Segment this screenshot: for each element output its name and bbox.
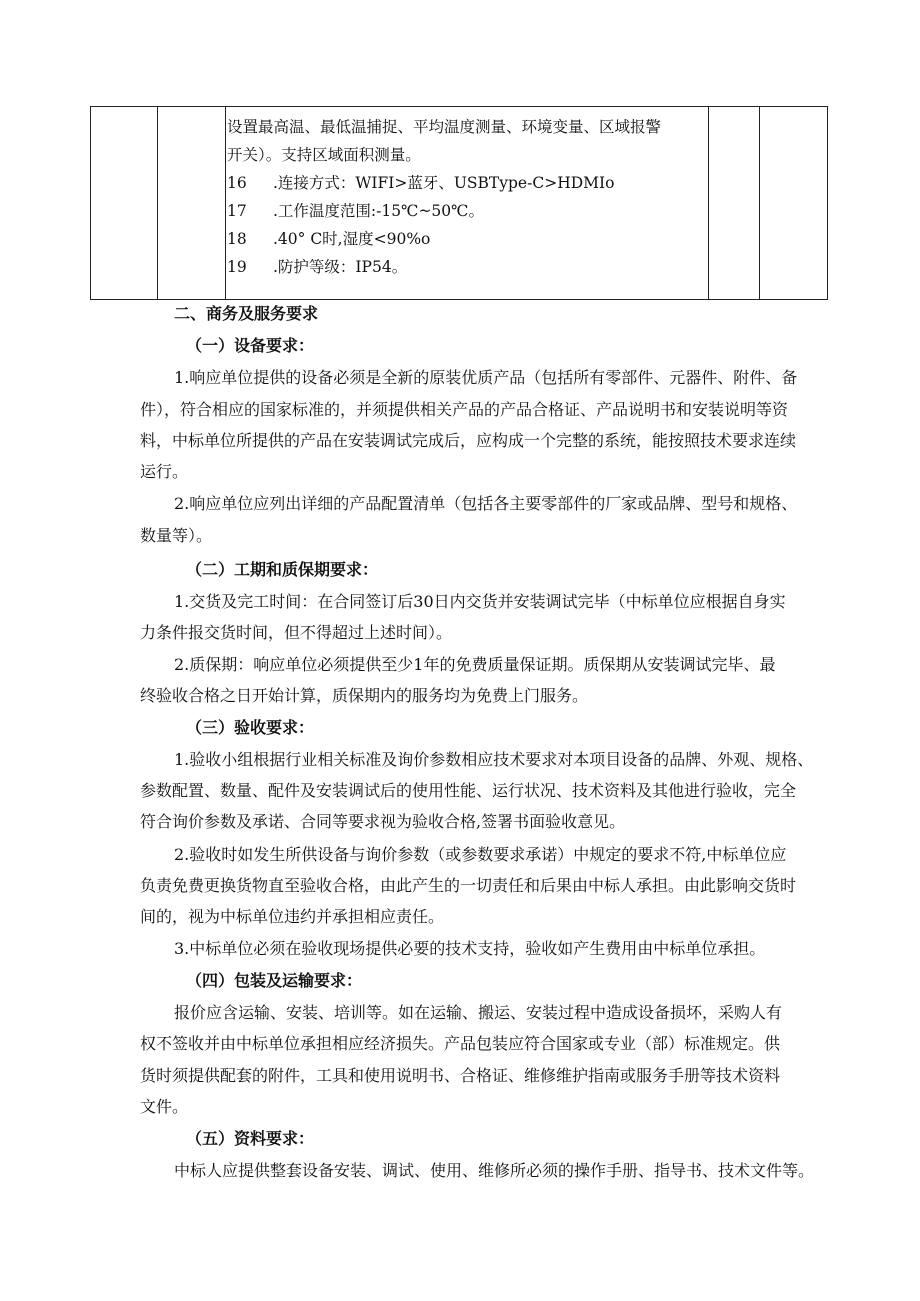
subsection-heading: （五）资料要求：	[186, 1129, 315, 1148]
paragraph-line: 力条件报交货时间，但不得超过上述时间）。	[140, 623, 453, 642]
spec-item-text: .40° C时,湿度<90%o	[273, 230, 431, 248]
spec-line: 设置最高温、最低温捕捉、平均温度测量、环境变量、区域报警	[227, 118, 662, 136]
spec-item-text: .工作温度范围:-15℃~50℃。	[273, 202, 484, 220]
subsection-heading: （二）工期和质保期要求：	[186, 560, 379, 579]
spec-item-text: .连接方式：WIFI>蓝牙、USBType-C>HDMIo	[273, 174, 615, 192]
subsection-heading: （一）设备要求：	[186, 336, 315, 355]
spec-item-number: 17	[227, 202, 247, 220]
paragraph-line: 运行。	[140, 462, 189, 481]
paragraph-line: 报价应含运输、安装、培训等。如在运输、搬运、安装过程中造成设备损坏，采购人有	[174, 1003, 783, 1022]
table-divider	[708, 107, 709, 299]
paragraph-line: 负责免费更换货物直至验收合格，由此产生的一切责任和后果由中标人承担。由此影响交货时	[140, 876, 797, 895]
table-divider	[225, 107, 226, 299]
table-divider	[759, 107, 760, 299]
paragraph-line: 符合询价参数及承诺、合同等要求视为验收合格,签署书面验收意见。	[140, 812, 626, 831]
subsection-heading: （四）包装及运输要求：	[186, 971, 363, 990]
paragraph-line: 料，中标单位所提供的产品在安装调试完成后，应构成一个完整的系统，能按照技术要求连续	[140, 431, 797, 450]
paragraph-line: 1.验收小组根据行业相关标准及询价参数相应技术要求对本项目设备的品牌、外观、规格、	[174, 750, 814, 769]
paragraph-line: 1.交货及完工时间：在合同签订后30日内交货并安装调试完毕（中标单位应根据自身实	[174, 592, 786, 611]
paragraph-line: 2.质保期：响应单位必须提供至少1年的免费质量保证期。质保期从安装调试完毕、最	[174, 655, 776, 674]
spec-item-text: .防护等级：IP54。	[273, 258, 408, 276]
paragraph-line: 2.验收时如发生所供设备与询价参数（或参数要求承诺）中规定的要求不符,中标单位应	[174, 845, 787, 864]
spec-item-number: 18	[227, 230, 247, 248]
paragraph-line: 2.响应单位应列出详细的产品配置清单（包括各主要零部件的厂家或品牌、型号和规格、	[174, 494, 798, 513]
paragraph-line: 货时须提供配套的附件，工具和使用说明书、合格证、维修维护指南或服务手册等技术资料	[140, 1066, 781, 1085]
paragraph-line: 3.中标单位必须在验收现场提供必要的技术支持，验收如产生费用由中标单位承担。	[174, 939, 766, 958]
spec-cell	[227, 113, 707, 281]
spec-item	[227, 197, 707, 225]
paragraph-line: 间的，视为中标单位违约并承担相应责任。	[140, 907, 445, 926]
paragraph-line: 终验收合格之日开始计算，质保期内的服务均为免费上门服务。	[140, 686, 589, 705]
spec-item	[227, 169, 707, 197]
section-title: 二、商务及服务要求	[174, 304, 319, 323]
paragraph-line: 件），符合相应的国家标准的，并须提供相关产品的产品合格证、产品说明书和安装说明等资	[140, 400, 789, 419]
table-divider	[157, 107, 158, 299]
paragraph-line: 数量等）。	[140, 526, 213, 545]
paragraph-line: 文件。	[140, 1097, 189, 1116]
spec-item-number: 19	[227, 258, 247, 276]
spec-item	[227, 253, 707, 281]
spec-item	[227, 225, 707, 253]
paragraph-line: 参数配置、数量、配件及安装调试后的使用性能、运行状况、技术资料及其他进行验收，完全	[140, 781, 797, 800]
paragraph-line: 1.响应单位提供的设备必须是全新的原装优质产品（包括所有零部件、元器件、附件、备	[174, 368, 798, 387]
spec-line: 开关）。支持区域面积测量。	[227, 146, 421, 164]
paragraph-line: 中标人应提供整套设备安装、调试、使用、维修所必须的操作手册、指导书、技术文件等。	[174, 1161, 815, 1180]
spec-item-number: 16	[227, 174, 247, 192]
spec-table	[90, 106, 828, 300]
paragraph-line: 权不签收并由中标单位承担相应经济损失。产品包装应符合国家或专业（部）标准规定。供	[140, 1034, 781, 1053]
subsection-heading: （三）验收要求：	[186, 718, 315, 737]
